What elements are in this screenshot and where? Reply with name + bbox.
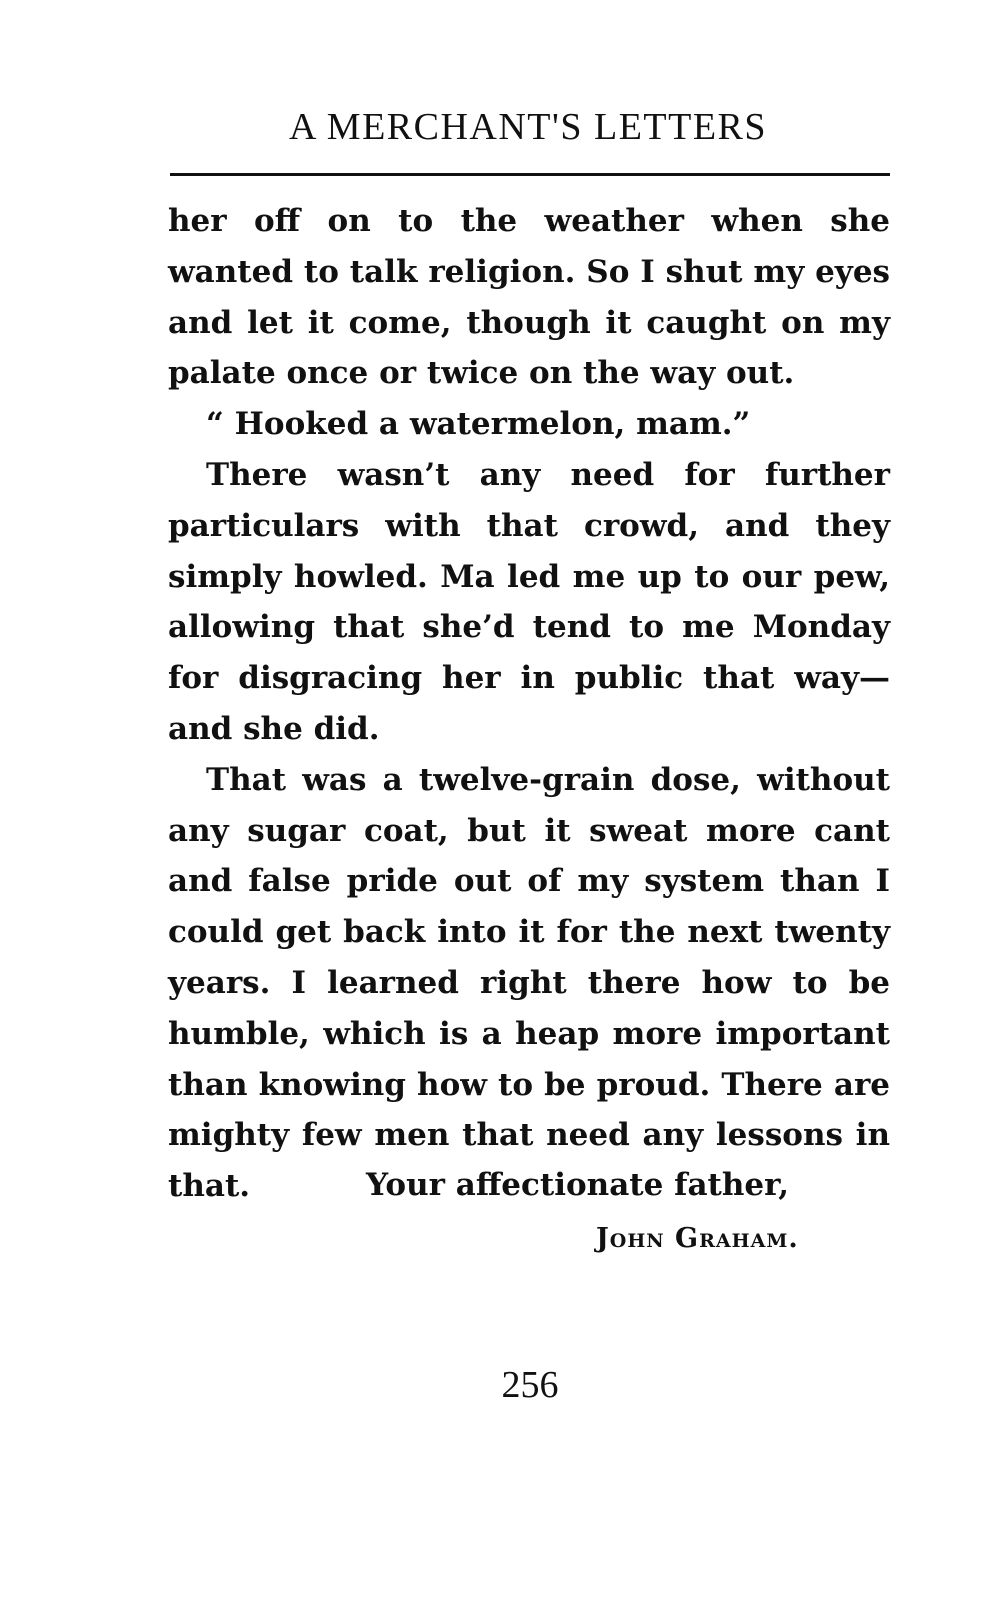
paragraph: That was a twelve-grain dose, without any sugar coat, but it sweat more cant and false pride out of my system than I could get back into it for the next twenty years. I learned right there how to be humble, which is a heap more important than knowing how to be proud. There are mighty few men that need any lessons in that. <box>168 761 890 1205</box>
letter-signature: John Graham. <box>596 1223 799 1254</box>
page-number: 256 <box>501 1364 559 1406</box>
letter-closing: Your affectionate father, <box>366 1167 790 1203</box>
header-rule <box>170 173 890 176</box>
paragraph: her off on to the weather when she wanted to talk religion. So I shut my eyes and let it come, though it caught on my palate once or twice on the way out. <box>168 203 890 392</box>
paragraph: “ Hooked a watermelon, mam.” <box>206 406 751 443</box>
body-text <box>168 196 890 1212</box>
paragraph: There wasn’t any need for further particulars with that crowd, and they simply howled. Ma led me up to our pew, allowing that she’d tend to me Monday for disgracing her in public that way—and she did. <box>168 456 890 747</box>
running-head: A MERCHANT'S LETTERS <box>288 106 768 148</box>
